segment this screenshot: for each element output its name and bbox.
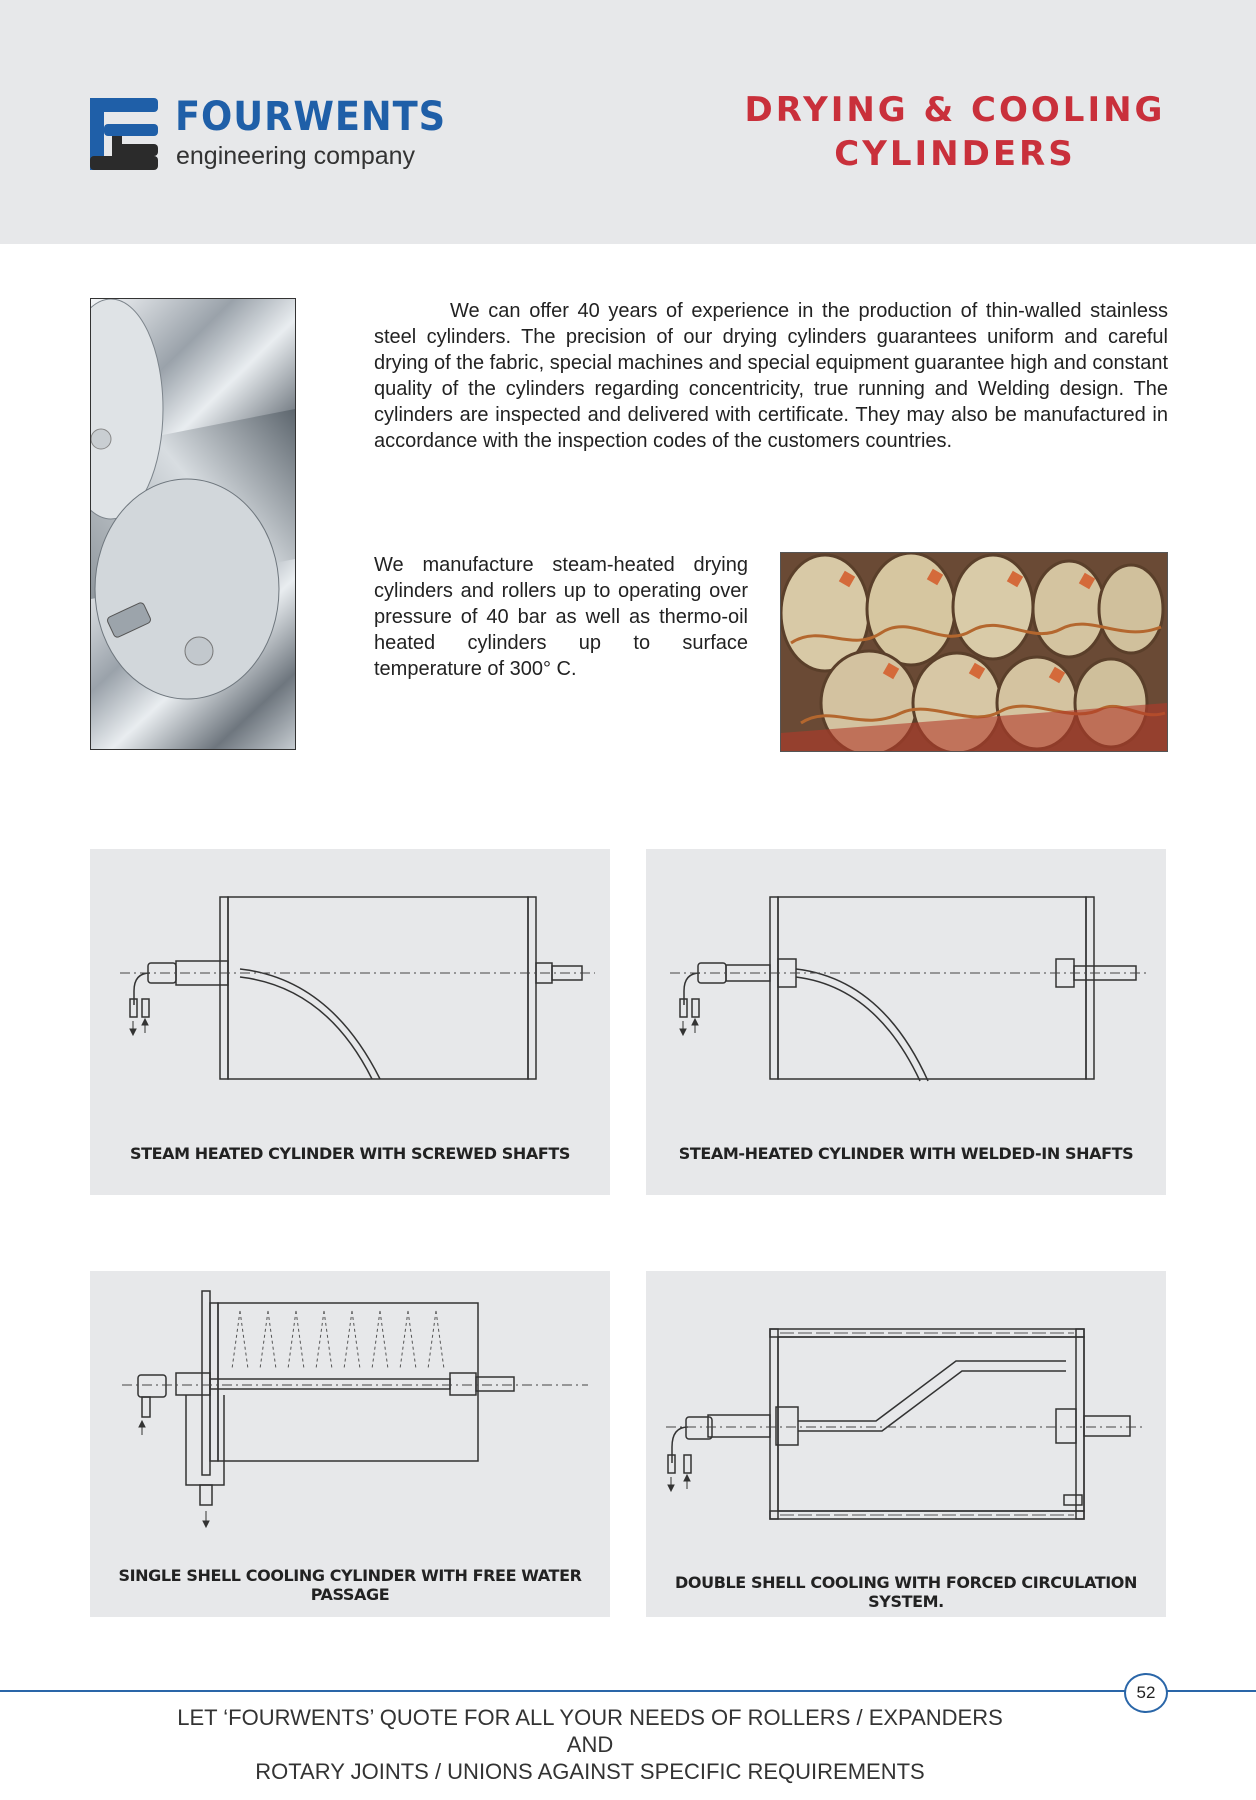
diagram-panel-1 bbox=[90, 849, 610, 1195]
brand-name: FOURWENTS bbox=[175, 94, 447, 140]
diagram-panel-4 bbox=[646, 1271, 1166, 1617]
diagram-caption-4: DOUBLE SHELL COOLING WITH FORCED CIRCULATION SYSTEM. bbox=[675, 1573, 1137, 1611]
fourwents-logo-icon bbox=[90, 98, 158, 170]
footer-line-1: LET ‘FOURWENTS’ QUOTE FOR ALL YOUR NEEDS OF ROLLERS / EXPANDERS AND bbox=[177, 1705, 1003, 1757]
footer-tagline bbox=[160, 1704, 1020, 1785]
page-title bbox=[650, 88, 1256, 176]
diagram-panel-3 bbox=[90, 1271, 610, 1617]
intro-paragraph: We can offer 40 years of experience in the production of thin-walled stainless steel cylinders. The precision of our drying cylinders guarantees uniform and careful drying of the fabric, special machines and special equipment guarantee high and constant quality of the cylinders regarding concentricity, true running and Welding design. The cylinders are inspected and delivered with certificate. They may also be manufactured in accordance with the inspection codes of the customers countries. bbox=[374, 300, 1168, 452]
diagram-caption-1: STEAM HEATED CYLINDER WITH SCREWED SHAFTS bbox=[129, 1144, 571, 1163]
title-line-1: DRYING & COOLING bbox=[744, 90, 1166, 130]
stainless-cylinders-photo bbox=[90, 298, 296, 750]
brand-subtitle: engineering company bbox=[176, 142, 416, 170]
diagram-caption-2: STEAM-HEATED CYLINDER WITH WELDED-IN SHAFTS bbox=[678, 1144, 1134, 1163]
title-line-2: CYLINDERS bbox=[834, 134, 1076, 174]
footer-divider bbox=[0, 1690, 1256, 1692]
footer-line-2: ROTARY JOINTS / UNIONS AGAINST SPECIFIC REQUIREMENTS bbox=[255, 1759, 925, 1784]
diagram-caption-3: SINGLE SHELL COOLING CYLINDER WITH FREE WATER PASSAGE bbox=[118, 1566, 582, 1604]
double-shell-cooling-diagram bbox=[646, 1271, 1166, 1617]
steam-paragraph: We manufacture steam-heated drying cylinders and rollers up to operating over pressure of 40 bar as well as thermo-oil heated cylinders up to surface temperature of 300° C. bbox=[374, 554, 748, 680]
page-number: 52 bbox=[1124, 1673, 1168, 1713]
diagram-panel-2 bbox=[646, 849, 1166, 1195]
cylinders-piping-photo bbox=[780, 552, 1168, 752]
header-band bbox=[0, 0, 1256, 244]
